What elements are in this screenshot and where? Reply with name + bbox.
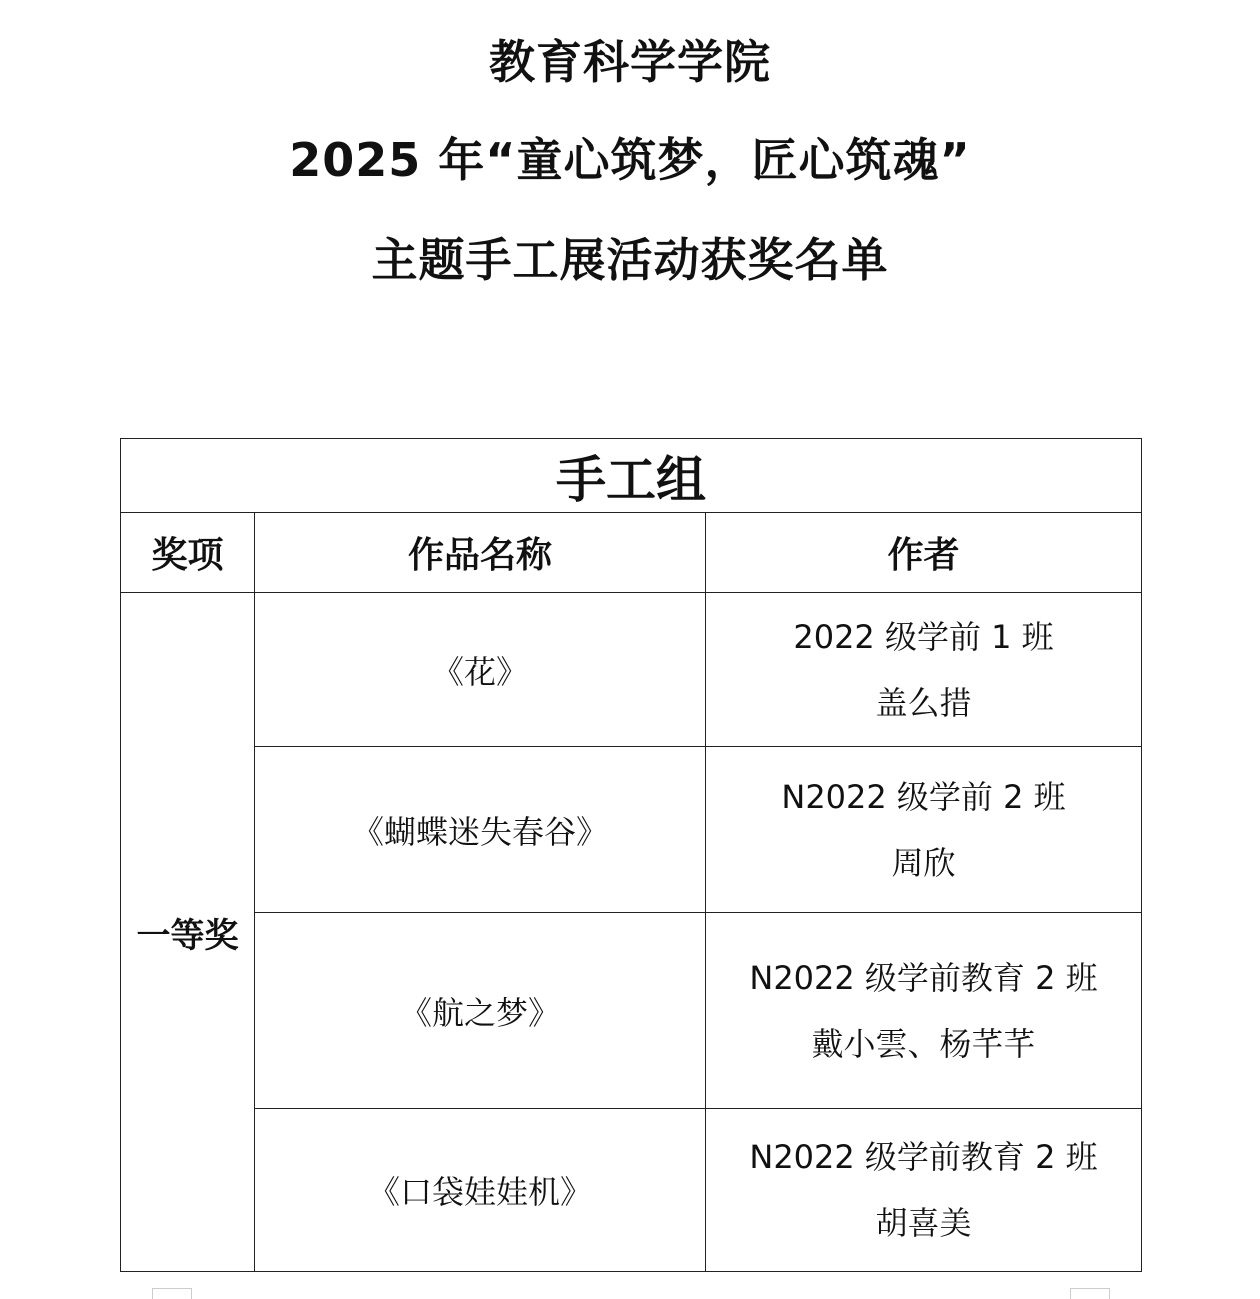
document-title-line-2: 2025 年“童心筑梦，匠心筑魂” <box>289 133 971 187</box>
header-author: 作者 <box>706 513 1142 593</box>
page-corner-mark-left <box>152 1288 192 1299</box>
work-name-cell: 《花》 <box>255 593 706 747</box>
page-corner-mark-right <box>1070 1288 1110 1299</box>
header-award: 奖项 <box>121 513 255 593</box>
group-title: 手工组 <box>121 439 1142 513</box>
table-row <box>121 593 1142 747</box>
author-cell <box>706 1109 1142 1272</box>
author-names: 周欣 <box>891 843 956 882</box>
table-row <box>121 913 1142 1109</box>
work-name-cell: 《航之梦》 <box>255 913 706 1109</box>
table-row <box>121 747 1142 913</box>
work-name-cell: 《蝴蝶迷失春谷》 <box>255 747 706 913</box>
author-cell <box>706 913 1142 1109</box>
author-class: N2022 级学前教育 2 班 <box>749 958 1098 997</box>
author-class: N2022 级学前 2 班 <box>781 777 1066 816</box>
author-names: 胡喜美 <box>875 1204 972 1242</box>
author-cell <box>706 747 1142 913</box>
document-title-line-1: 教育科学学院 <box>489 35 771 89</box>
document-title-line-3: 主题手工展活动获奖名单 <box>371 233 889 287</box>
group-title-row <box>121 439 1142 513</box>
author-names: 盖么措 <box>875 683 972 722</box>
table-header-row <box>121 513 1142 593</box>
table-row <box>121 1109 1142 1272</box>
author-names: 戴小雲、杨芊芊 <box>811 1024 1036 1063</box>
author-cell <box>706 593 1142 747</box>
author-class: 2022 级学前 1 班 <box>793 617 1054 656</box>
author-class: N2022 级学前教育 2 班 <box>749 1138 1098 1176</box>
header-work-name: 作品名称 <box>255 513 706 593</box>
work-name-cell: 《口袋娃娃机》 <box>255 1109 706 1272</box>
awards-table <box>120 438 1142 1272</box>
award-level-cell: 一等奖 <box>121 593 255 1272</box>
